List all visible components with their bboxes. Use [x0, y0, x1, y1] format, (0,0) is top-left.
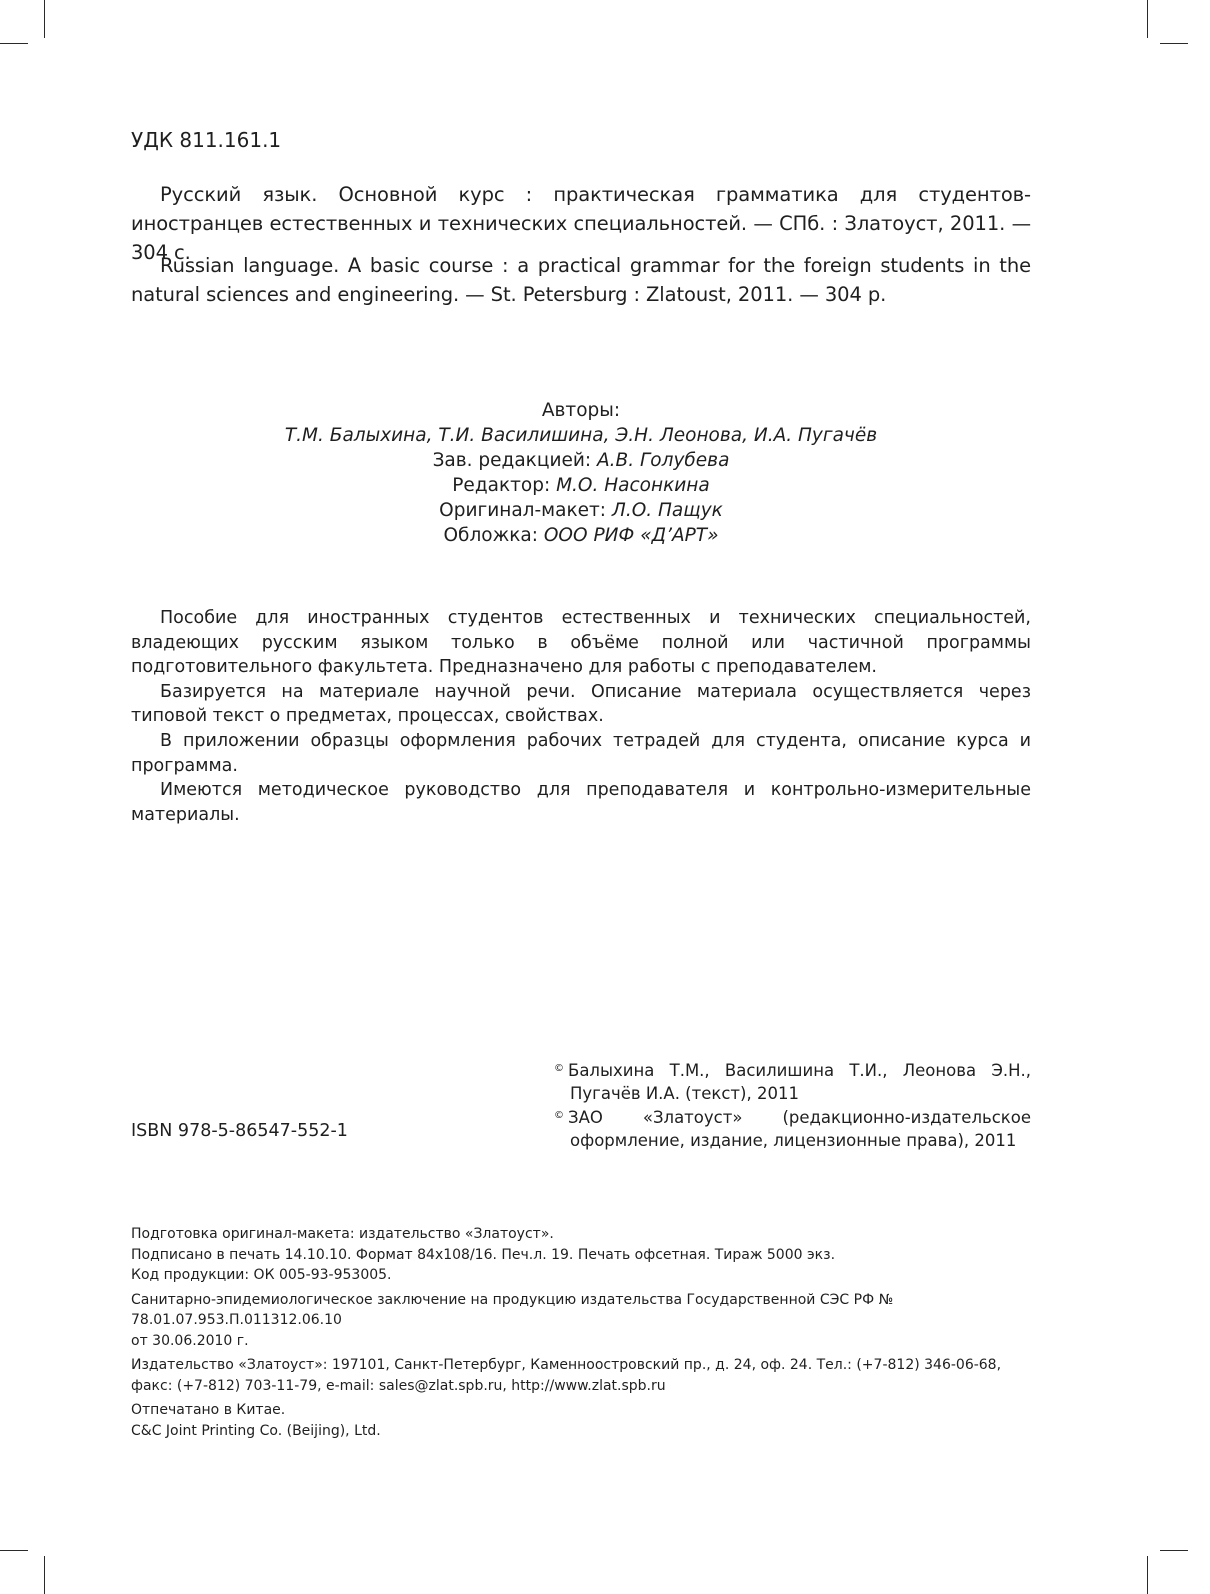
head-editor-line	[131, 448, 1031, 473]
layout-artist: Л.О. Пащук	[611, 500, 723, 521]
crop-mark	[1160, 43, 1188, 44]
annotation-paragraph: В приложении образцы оформления рабочих тетрадей для студента, описание курса и программа.	[131, 730, 1031, 776]
bibliography-ru: Русский язык. Основной курс : практическая грамматика для студентов-иностранцев естественных и технических специальностей. — СПб. : Златоуст, 2011. — 304 с.	[131, 183, 1031, 264]
editor-label: Редактор:	[452, 475, 557, 496]
crop-mark	[0, 43, 28, 44]
crop-mark	[1147, 1556, 1148, 1594]
layout-label: Оригинал-макет:	[439, 500, 612, 521]
credits	[131, 398, 1031, 548]
cover-designer: ООО РИФ «Д’АРТ»	[543, 525, 719, 546]
imprint-printed: Отпечатано в Китае. C&C Joint Printing Co. (Beijing), Ltd.	[131, 1402, 381, 1439]
authors: Т.М. Балыхина, Т.И. Василишина, Э.Н. Леонова, И.А. Пугачёв	[284, 425, 878, 446]
crop-mark	[44, 1556, 45, 1594]
annotation-paragraph: Базируется на материале научной речи. Описание материала осуществляется через типовой текст о предметах, процессах, свойствах.	[131, 681, 1031, 727]
copyright-symbol: ©	[554, 1110, 564, 1121]
crop-mark	[44, 0, 45, 38]
editor: М.О. Насонкина	[556, 475, 710, 496]
isbn: ISBN 978-5-86547-552-1	[131, 1121, 348, 1141]
annotation-paragraph: Имеются методическое руководство для преподавателя и контрольно-измерительные материалы.	[131, 780, 1031, 825]
editor-line	[131, 473, 1031, 498]
copyright-symbol: ©	[554, 1063, 564, 1074]
crop-mark	[1147, 0, 1148, 38]
copyright-authors: © Балыхина Т.М., Василишина Т.И., Леонова Э.Н., Пугачёв И.А. (текст), 2011	[554, 1061, 1031, 1103]
annotation	[131, 606, 1031, 827]
imprint-production: Подготовка оригинал-макета: издательство «Златоуст». Подписано в печать 14.10.10. Формат 84x108/16. Печ.л. 19. Печать офсетная. Тираж 5000 экз. Код продукции: ОК 005-93-953005.	[131, 1226, 836, 1283]
authors-label: Авторы:	[541, 400, 621, 421]
bibliography-en: Russian language. A basic course : a practical grammar for the foreign students in the natural sciences and engineering. — St. Petersburg : Zlatoust, 2011. — 304 p.	[131, 254, 1031, 306]
udk-code: УДК 811.161.1	[131, 128, 282, 152]
copyright-publisher: © ЗАО «Златоуст» (редакционно-издательское оформление, издание, лицензионные права), 2011	[554, 1108, 1031, 1150]
imprint	[131, 1224, 1051, 1445]
cover-label: Обложка:	[443, 525, 544, 546]
head-editor-label: Зав. редакцией:	[432, 450, 597, 471]
copyright-block	[554, 1058, 1031, 1152]
imprint-sanitary: Санитарно-эпидемиологическое заключение на продукцию издательства Государственной СЭС РФ № 78.01.07.953.П.011312.06.10 от 30.06.2010 г.	[131, 1291, 894, 1349]
crop-mark	[0, 1550, 28, 1551]
cover-line	[131, 523, 1031, 548]
head-editor: А.В. Голубева	[597, 450, 730, 471]
crop-mark	[1160, 1550, 1188, 1551]
imprint-publisher: Издательство «Златоуст»: 197101, Санкт-Петербург, Каменноостровский пр., д. 24, оф. 24. Тел.: (+7-812) 346-06-68, факс: (+7-812) 703-11-79, e-mail: sales@zlat.spb.ru, http://www.zlat.spb.ru	[131, 1357, 1002, 1394]
annotation-paragraph: Пособие для иностранных студентов естественных и технических специальностей, владеющих русским языком только в объёме полной или частичной программы подготовительного факультета. Предназначено для работы с преподавателем.	[131, 608, 1031, 678]
layout-line	[131, 498, 1031, 523]
